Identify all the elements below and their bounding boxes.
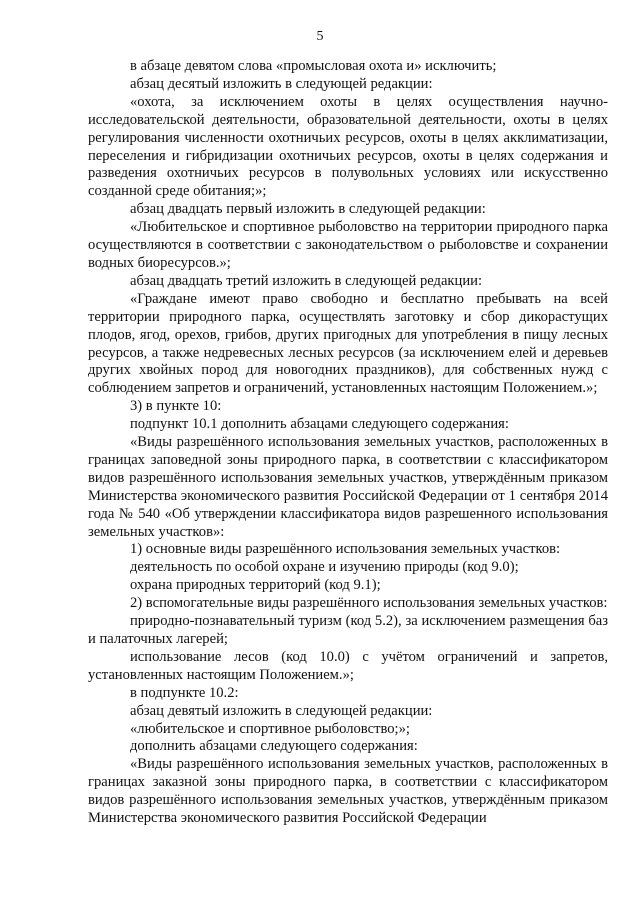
paragraph: 1) основные виды разрешённого использования земельных участков: [130, 541, 561, 558]
paragraph: дополнить абзацами следующего содержания: [130, 738, 418, 755]
paragraph: 2) вспомогательные виды разрешённого использования земельных участков: [130, 595, 608, 612]
paragraph: «Граждане имеют право свободно и бесплатно пребывать на всей территории природного парка, осуществлять заготовку и сбор дикорастущих плодов, ягод, орехов, грибов, других пригодных для употребления в пищу лесных ресурсов, а также недревесных лесных ресурсов (за исключением елей и деревьев других хвойных пород для новогодних праздников), для собственных нужд с соблюдением запретов и ограничений, установленных настоящим Положением.»; [88, 290, 608, 397]
paragraph: абзац десятый изложить в следующей редакции: [130, 75, 433, 92]
page-number: 5 [316, 29, 324, 44]
paragraph: абзац двадцать первый изложить в следующей редакции: [130, 201, 486, 218]
paragraph: «Любительское и спортивное рыболовство на территории природного парка осуществляются в соответствии с законодательством о рыболовстве и сохранении водных биоресурсов.»; [88, 219, 608, 271]
document-body [88, 58, 608, 828]
paragraph: использование лесов (код 10.0) с учётом ограничений и запретов, установленных настоящим Положением.»; [88, 648, 608, 683]
paragraph: 3) в пункте 10: [130, 398, 222, 415]
paragraph: в подпункте 10.2: [130, 684, 239, 701]
paragraph: в абзаце девятом слова «промысловая охота и» исключить; [130, 58, 497, 74]
paragraph: «Виды разрешённого использования земельных участков, расположенных в границах заповедной зоны природного парка, в соответствии с классификатором видов разрешённого использования земельных участков, утверждённым приказом Министерства экономического развития Российской Федерации от 1 сентября 2014 года № 540 «Об утверждении классификатора видов разрешенного использования земельных участков»: [88, 434, 608, 540]
paragraph: природно-познавательный туризм (код 5.2), за исключением размещения баз и палаточных лагерей; [88, 613, 608, 647]
paragraph: подпункт 10.1 дополнить абзацами следующего содержания: [130, 416, 509, 433]
paragraph: абзац девятый изложить в следующей редакции: [130, 702, 433, 719]
paragraph: «охота, за исключением охоты в целях осуществления научно-исследовательской деятельности, образовательной деятельности, охоты в целях регулирования численности охотничьих ресурсов, охоты в целях акклиматизации, переселения и гибридизации охотничьих ресурсов, охоты в целях содержания и разведения охотничьих ресурсов в полувольных условиях или искусственно созданной среде обитания;»; [88, 93, 608, 200]
paragraph: «любительское и спортивное рыболовство;»; [130, 720, 410, 737]
paragraph: охрана природных территорий (код 9.1); [130, 577, 381, 594]
paragraph: «Виды разрешённого использования земельных участков, расположенных в границах заказной зоны природного парка, в соответствии с классификатором видов разрешённого использования земельных участков, утверждённым приказом Министерства экономического развития Российской Федерации [88, 756, 608, 827]
paragraph: деятельность по особой охране и изучению природы (код 9.0); [130, 559, 519, 576]
paragraph: абзац двадцать третий изложить в следующей редакции: [130, 272, 483, 289]
